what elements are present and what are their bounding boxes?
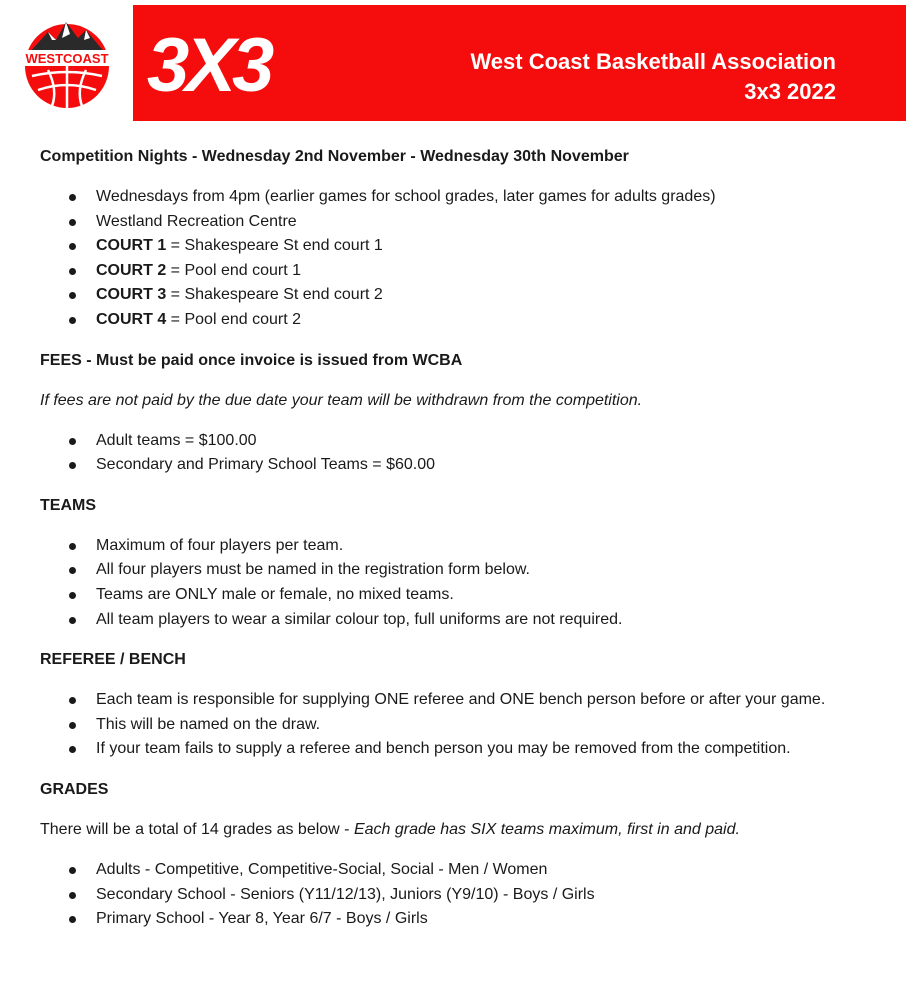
fees-list	[40, 429, 880, 478]
list-item: Teams are ONLY male or female, no mixed teams.	[40, 583, 880, 608]
list-item: If your team fails to supply a referee and bench person you may be removed from the competition.	[40, 737, 830, 762]
fees-heading: FEES - Must be paid once invoice is issued from WCBA	[40, 351, 463, 369]
list-item: All four players must be named in the registration form below.	[40, 558, 880, 583]
header-title-line1: West Coast Basketball Association	[470, 49, 836, 74]
fees-note: If fees are not paid by the due date your team will be withdrawn from the competition.	[40, 391, 643, 409]
list-item: All team players to wear a similar colour top, full uniforms are not required.	[40, 608, 880, 633]
list-item: Primary School - Year 8, Year 6/7 - Boys / Girls	[40, 907, 880, 932]
list-item: COURT 3 = Shakespeare St end court 2	[40, 283, 880, 308]
referee-list	[40, 688, 830, 762]
page-header	[0, 0, 912, 124]
westcoast-logo	[18, 10, 116, 110]
svg-text:WESTCOAST: WESTCOAST	[25, 51, 109, 66]
list-item: Westland Recreation Centre	[40, 210, 880, 235]
list-item: Wednesdays from 4pm (earlier games for school grades, later games for adults grades)	[40, 185, 880, 210]
list-item: COURT 4 = Pool end court 2	[40, 308, 880, 333]
list-item: Secondary School - Seniors (Y11/12/13), Juniors (Y9/10) - Boys / Girls	[40, 883, 880, 908]
grades-intro: There will be a total of 14 grades as below - Each grade has SIX teams maximum, first in and paid.	[40, 820, 740, 838]
teams-heading: TEAMS	[40, 496, 96, 514]
list-item: Secondary and Primary School Teams = $60.00	[40, 453, 880, 478]
list-item: Maximum of four players per team.	[40, 534, 880, 559]
document-body	[40, 145, 880, 932]
list-item: Adult teams = $100.00	[40, 429, 880, 454]
header-banner	[133, 5, 906, 121]
competition-heading: Competition Nights - Wednesday 2nd November - Wednesday 30th November	[40, 148, 629, 165]
teams-list	[40, 534, 880, 632]
list-item: This will be named on the draw.	[40, 713, 830, 738]
3x3-mark	[147, 29, 317, 101]
list-item: COURT 2 = Pool end court 1	[40, 259, 880, 284]
header-title	[470, 47, 836, 107]
grades-list	[40, 858, 880, 932]
competition-list	[40, 185, 880, 333]
header-title-line2: 3x3 2022	[744, 79, 836, 104]
list-item: COURT 1 = Shakespeare St end court 1	[40, 234, 880, 259]
referee-heading: REFEREE / BENCH	[40, 651, 186, 669]
list-item: Adults - Competitive, Competitive-Social, Social - Men / Women	[40, 858, 880, 883]
svg-text:3X3: 3X3	[147, 29, 271, 101]
grades-heading: GRADES	[40, 780, 109, 798]
list-item: Each team is responsible for supplying ONE referee and ONE bench person before or after your game.	[40, 688, 830, 713]
